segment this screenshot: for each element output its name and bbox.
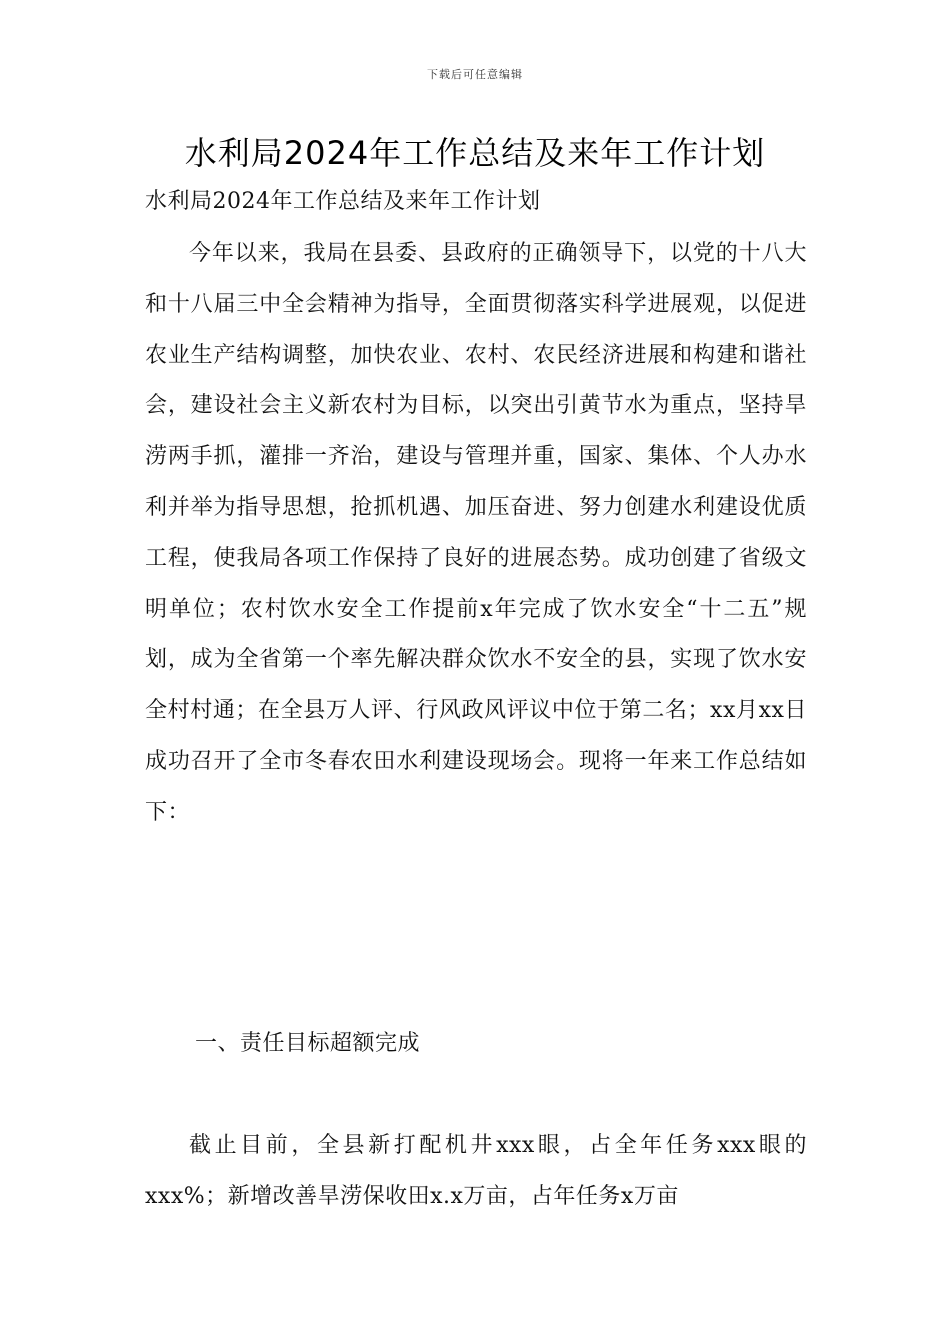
intro-paragraph: 今年以来，我局在县委、县政府的正确领导下，以党的十八大和十八届三中全会精神为指导，全面贯彻落实科学进展观，以促进农业生产结构调整，加快农业、农村、农民经济进展和构建和谐社会，建设社会主义新农村为目标，以突出引黄节水为重点，坚持旱涝两手抓，灌排一齐治，建设与管理并重，国家、集体、个人办水利并举为指导思想，抢抓机遇、加压奋进、努力创建水利建设优质工程，使我局各项工作保持了良好的进展态势。成功创建了省级文明单位；农村饮水安全工作提前x年完成了饮水安全“十二五”规划，成为全省第一个率先解决群众饮水不安全的县，实现了饮水安全村村通；在全县万人评、行风政风评议中位于第二名；xx月xx日成功召开了全市冬春农田水利建设现场会。现将一年来工作总结如下： <box>145 241 807 825</box>
document-title: 水利局2024年工作总结及来年工作计划 <box>184 134 766 172</box>
document-subtitle: 水利局2024年工作总结及来年工作计划 <box>145 189 541 214</box>
section-heading: 一、责任目标超额完成 <box>195 1031 421 1056</box>
header-note: 下载后可任意编辑 <box>427 68 523 81</box>
section-paragraph: 截止目前，全县新打配机井xxx眼，占全年任务xxx眼的xxx%；新增改善旱涝保收田x.x万亩，占年任务x万亩 <box>145 1133 807 1209</box>
